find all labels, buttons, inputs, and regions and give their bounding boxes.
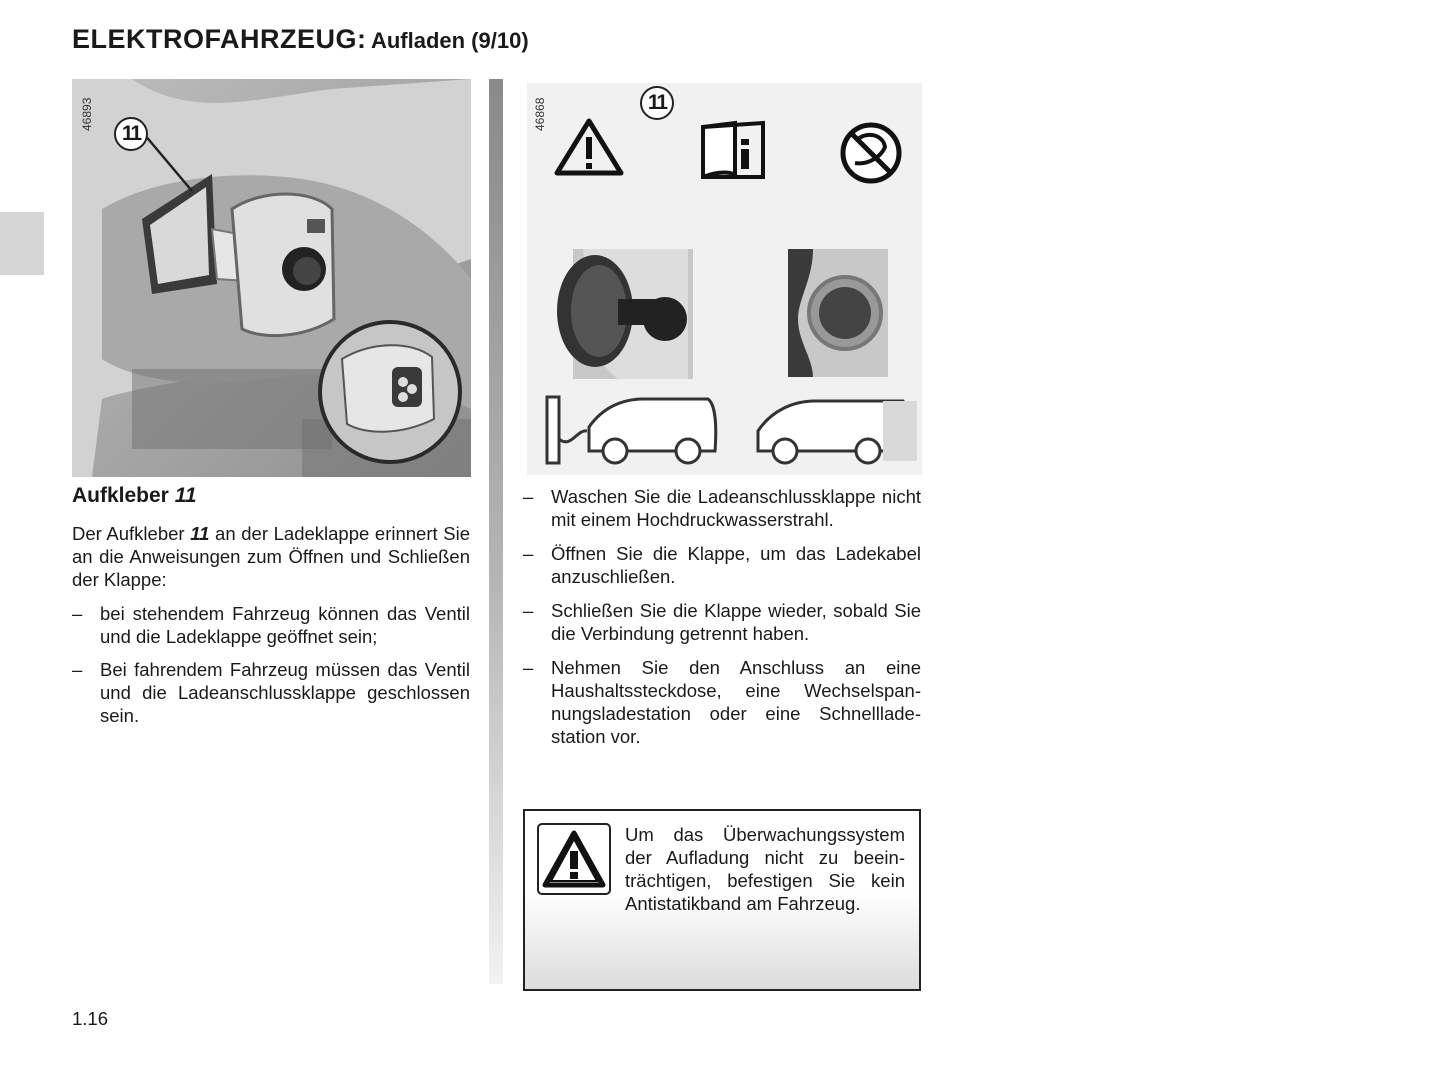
callout-11: 11: [640, 86, 674, 120]
list-item: [523, 656, 921, 748]
callout-11: 11: [114, 117, 148, 151]
intro-number: 11: [190, 523, 210, 544]
list-item-text: Waschen Sie die Ladeanschlussklappe nicht mit einem Hochdruckwasserstrahl.: [551, 486, 921, 530]
warning-box: [523, 809, 921, 991]
list-item: [523, 542, 921, 588]
list-item: [72, 602, 470, 648]
warning-triangle-icon: [537, 823, 611, 895]
closed-flap-icon: [788, 249, 888, 377]
charging-flap-figure: [72, 79, 471, 477]
intro-text-pre: Der Aufkleber: [72, 523, 191, 544]
heading-text: Aufkleber: [72, 484, 169, 507]
heading-number: 11: [174, 484, 197, 507]
warning-text: Um das Überwachungssystem der Aufladung nicht zu beeinträchtigen, befestigen Sie kein Antistatikband am Fahrzeug.: [625, 824, 905, 914]
sticker-diagram-figure: [523, 79, 922, 477]
intro-text-post: an der Ladeklappe erinnert Sie an die Anweisungen zum Öffnen und Schließen der Klappe:: [72, 523, 470, 590]
dash-marker: –: [72, 603, 83, 624]
list-item-text: Öffnen Sie die Klappe, um das Ladekabel anzuschließen.: [551, 543, 921, 587]
right-bullet-list: [523, 485, 921, 759]
page-title-main: ELEKTROFAHRZEUG:: [72, 24, 367, 54]
list-item-text: Nehmen Sie den Anschluss an eine Haushaltssteckdose, eine Wechselspannungsladestation oder eine Schnellladestation vor.: [551, 657, 921, 747]
dash-marker: –: [523, 543, 534, 564]
list-item: [523, 599, 921, 645]
dash-marker: –: [523, 600, 534, 621]
dash-marker: –: [523, 486, 534, 507]
column-divider: [489, 79, 503, 984]
intro-paragraph: [72, 522, 470, 591]
page-title-sub: Aufladen (9/10): [370, 28, 529, 53]
left-bullet-list: [72, 602, 470, 737]
figure-id: 46893: [80, 97, 94, 131]
list-item-text: Schließen Sie die Klappe wieder, sobald Sie die Verbindung getrennt haben.: [551, 600, 921, 644]
dash-marker: –: [72, 659, 83, 680]
open-flap-icon: [557, 249, 693, 379]
sticker-diagram: [523, 79, 922, 477]
list-item-text: bei stehendem Fahrzeug können das Ventil und die Ladeklappe geöffnet sein;: [100, 603, 470, 647]
list-item-text: Bei fahrendem Fahrzeug müssen das Ventil und die Ladeanschlussklappe geschlossen sein.: [100, 659, 470, 726]
no-pressure-washer-icon: [843, 125, 899, 181]
section-tab: [0, 212, 44, 275]
list-item: [523, 485, 921, 531]
page-number: 1.16: [72, 1008, 109, 1029]
section-heading: [72, 484, 197, 508]
figure-id: 46868: [533, 97, 547, 131]
page-title: [72, 24, 529, 55]
dash-marker: –: [523, 657, 534, 678]
list-item: [72, 658, 470, 727]
